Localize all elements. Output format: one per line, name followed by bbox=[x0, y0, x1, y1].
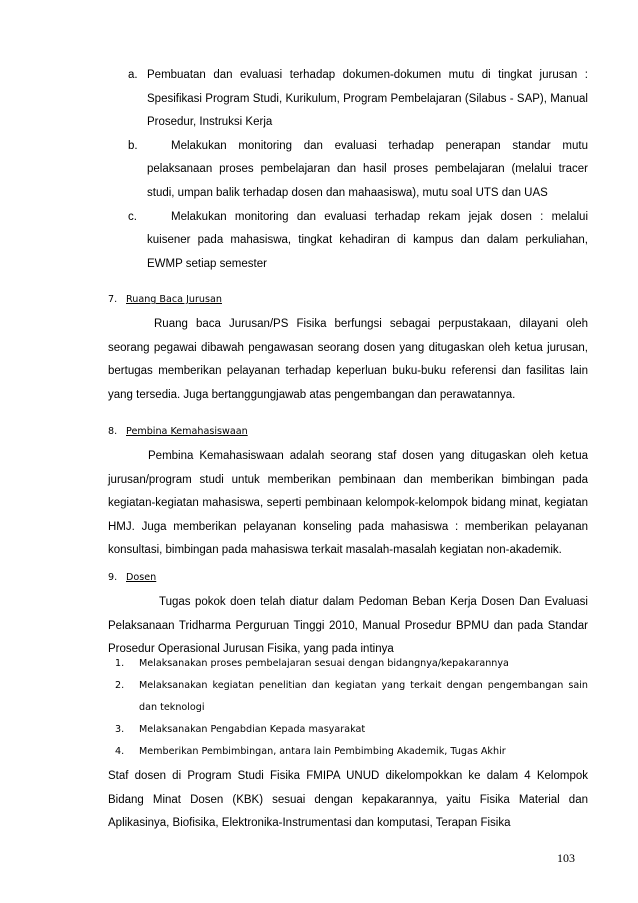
list-item-text: Melaksanakan Pengabdian Kepada masyarakat bbox=[139, 724, 366, 735]
section-title: Pembina Kemahasiswaan bbox=[126, 426, 248, 437]
quality-tasks-list bbox=[128, 64, 588, 276]
section-number: 8. bbox=[108, 426, 118, 437]
section-body bbox=[108, 313, 588, 407]
kbk-paragraph: Staf dosen di Program Studi Fisika FMIPA UNUD dikelompokkan ke dalam 4 Kelompok Bidang Minat Dosen (KBK) sesuai dengan kepakarannya, yaitu Fisika Material dan Aplikasinya, Biofisika, Elektronika-Instrumentasi dan komputasi, Terapan Fisika bbox=[108, 770, 588, 830]
list-item bbox=[115, 741, 588, 763]
list-marker: 4. bbox=[115, 746, 125, 757]
section-number: 7. bbox=[108, 294, 118, 305]
section-ruang-baca bbox=[108, 293, 588, 407]
list-marker: a. bbox=[128, 69, 138, 81]
list-item bbox=[115, 653, 588, 675]
section-heading bbox=[108, 425, 588, 439]
list-item bbox=[128, 206, 588, 277]
list-marker: c. bbox=[128, 210, 137, 223]
section-dosen bbox=[108, 571, 588, 662]
section-title: Dosen bbox=[126, 572, 157, 583]
section-body-text: Tugas pokok doen telah diatur dalam Pedoman Beban Kerja Dosen Dan Evaluasi Pelaksanaan Tridharma Perguruan Tinggi 2010, Manual Prosedur BPMU dan pada Standar Prosedur Operasional Jurusan Fisika, yang pada intinya bbox=[108, 596, 588, 656]
list-item-text: Melakukan monitoring dan evaluasi terhadap penerapan standar mutu pelaksanaan proses pembelajaran dan hasil proses pembelajaran (melalui tracer studi, umpan balik terhadap dosen dan mahaasiswa), mutu soal UTS dan UAS bbox=[147, 139, 588, 199]
page-number: 103 bbox=[557, 851, 575, 865]
section-heading bbox=[108, 293, 588, 307]
list-item bbox=[128, 135, 588, 206]
list-item bbox=[128, 64, 588, 135]
list-item-text: Melaksanakan kegiatan penelitian dan kegiatan yang terkait dengan pengembangan sain dan teknologi bbox=[139, 680, 588, 713]
list-item-text: Memberikan Pembimbingan, antara lain Pembimbing Akademik, Tugas Akhir bbox=[139, 746, 506, 757]
section-heading bbox=[108, 571, 588, 585]
list-item bbox=[115, 675, 588, 719]
section-number: 9. bbox=[108, 572, 118, 583]
list-marker: b. bbox=[128, 139, 138, 152]
list-item bbox=[115, 719, 588, 741]
section-body bbox=[108, 445, 588, 563]
list-marker: 3. bbox=[115, 724, 125, 735]
list-item-text: Melakukan monitoring dan evaluasi terhadap rekam jejak dosen : melalui kuisener pada mahasiswa, tingkat kehadiran di kampus dan dalam perkuliahan, EWMP setiap semester bbox=[147, 210, 588, 270]
list-marker: 2. bbox=[115, 680, 125, 691]
list-item-text: Melaksanakan proses pembelajaran sesuai dengan bidangnya/kepakarannya bbox=[139, 658, 509, 669]
section-body-text: Pembina Kemahasiswaan adalah seorang staf dosen yang ditugaskan oleh ketua jurusan/program studi untuk memberikan pembinaan dan memberikan bimbingan pada kegiatan-kegiatan mahasiswa, seperti pembinaan kelompok-kelompok bidang minat, kegiatan HMJ. Juga memberikan pelayanan konseling pada mahasiswa : memberikan pelayanan konsultasi, bimbingan pada mahasiswa terkait masalah-masalah kegiatan non-akademik. bbox=[108, 450, 588, 557]
dosen-tasks-list bbox=[115, 653, 588, 763]
section-body-text: Ruang baca Jurusan/PS Fisika berfungsi sebagai perpustakaan, dilayani oleh seorang pegawai dibawah pengawasan seorang dosen yang ditugaskan oleh ketua jurusan, bertugas memberikan pelayanan terhadap keperluan buku-buku referensi dan fasilitas lain yang tersedia. Juga bertanggungjawab atas pengembangan dan perawatannya. bbox=[108, 318, 588, 401]
section-body bbox=[108, 591, 588, 662]
list-marker: 1. bbox=[115, 658, 125, 669]
list-item-text: Pembuatan dan evaluasi terhadap dokumen-dokumen mutu di tingkat jurusan : Spesifikasi Program Studi, Kurikulum, Program Pembelajaran (Silabus - SAP), Manual Prosedur, Instruksi Kerja bbox=[147, 69, 588, 129]
section-pembina-kemahasiswaan bbox=[108, 425, 588, 563]
section-title: Ruang Baca Jurusan bbox=[126, 294, 222, 305]
